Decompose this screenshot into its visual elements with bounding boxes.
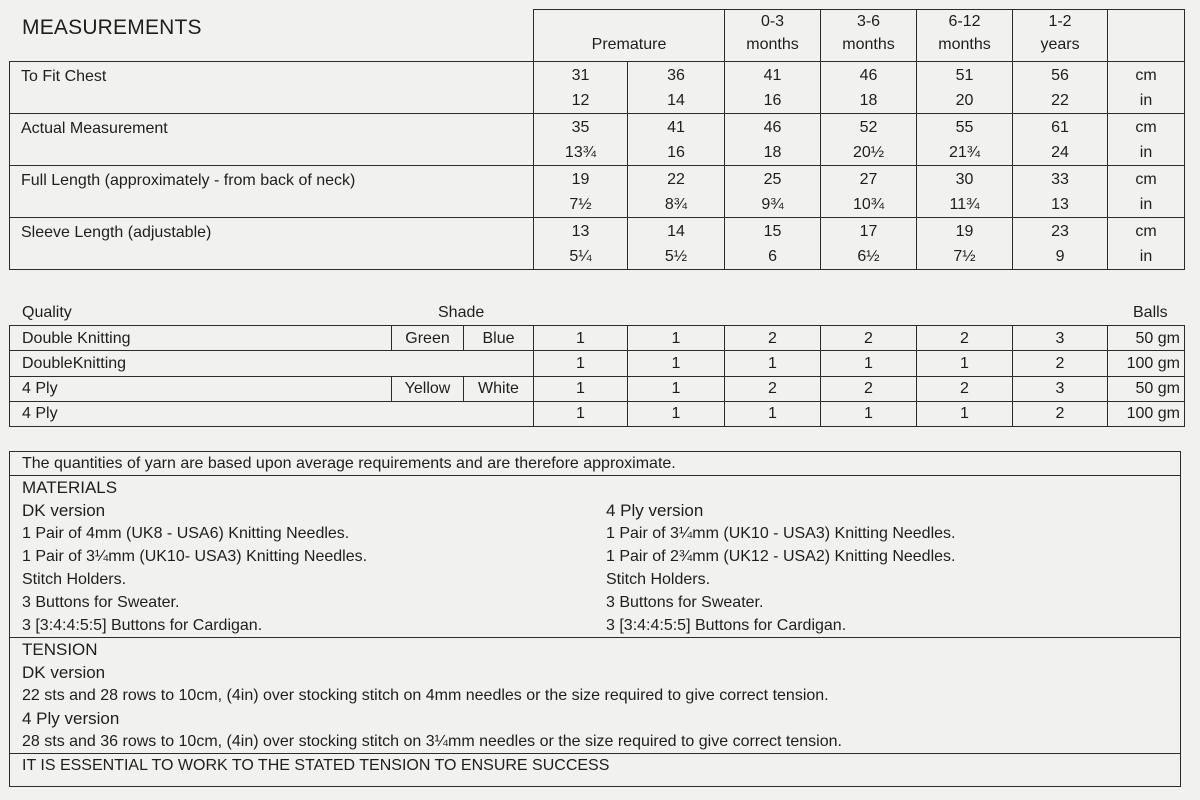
value-in: 20: [955, 92, 974, 109]
value-in: 22: [1051, 92, 1069, 109]
measurement-value: [725, 166, 821, 218]
yarn-ball-count: 1: [534, 401, 628, 426]
measurements-table: [9, 9, 1185, 270]
yarn-ball-count: 2: [917, 326, 1013, 351]
tension-section: [10, 638, 1180, 754]
value-in: 12: [571, 92, 590, 109]
yarn-ball-count: 1: [725, 351, 821, 376]
yarn-row: [10, 401, 1185, 426]
quality-label: Quality: [22, 304, 72, 321]
unit-cm: cm: [1135, 223, 1157, 240]
measurement-value: [534, 218, 628, 270]
yarn-quality: 4 Ply: [10, 401, 534, 426]
materials-dk-line: 1 Pair of 4mm (UK8 - USA6) Knitting Needles.: [22, 525, 350, 542]
value-cm: 36: [667, 67, 685, 84]
info-box: [9, 451, 1181, 787]
value-cm: 13: [571, 223, 590, 240]
measurement-value: [628, 218, 725, 270]
shade-label: Shade: [438, 304, 485, 321]
unit-in: in: [1139, 248, 1153, 265]
yarn-ball-count: 2: [821, 326, 917, 351]
yarn-ball-count: 1: [534, 376, 628, 401]
yarn-ball-count: 1: [628, 376, 725, 401]
tension-warning: IT IS ESSENTIAL TO WORK TO THE STATED TENSION TO ENSURE SUCCESS: [22, 757, 610, 774]
yarn-ball-count: 1: [917, 351, 1013, 376]
yarn-ball-count: 2: [821, 376, 917, 401]
measurement-value: [917, 62, 1013, 114]
measurement-row: [10, 62, 1185, 114]
yarn-quality: Double Knitting: [10, 326, 392, 351]
value-cm: 22: [667, 171, 685, 188]
measurement-value: [917, 218, 1013, 270]
measurement-value: [628, 166, 725, 218]
value-cm: 23: [1051, 223, 1069, 240]
measurement-label: To Fit Chest: [10, 62, 534, 114]
yarn-ball-count: 1: [725, 401, 821, 426]
materials-4ply-line: 1 Pair of 2¾mm (UK12 - USA2) Knitting Needles.: [606, 548, 956, 565]
value-in: 13: [1051, 196, 1069, 213]
value-cm: 27: [859, 171, 878, 188]
value-cm: 31: [571, 67, 590, 84]
value-in: 14: [667, 92, 685, 109]
unit-cell: [1108, 114, 1185, 166]
value-cm: 19: [571, 171, 590, 188]
value-cm: 46: [763, 119, 782, 136]
value-cm: 46: [859, 67, 878, 84]
size-header-0-3: 0-3 months: [725, 10, 821, 62]
materials-dk-line: 3 [3:4:4:5:5] Buttons for Cardigan.: [22, 617, 263, 634]
yarn-note: The quantities of yarn are based upon average requirements and are therefore approximate.: [22, 455, 676, 472]
yarn-note-section: [10, 452, 1180, 476]
yarn-weight: 100 gm: [1108, 351, 1185, 376]
materials-4ply-line: Stitch Holders.: [606, 571, 711, 588]
value-cm: 41: [667, 119, 685, 136]
unit-in: in: [1139, 196, 1153, 213]
materials-dk-line: 3 Buttons for Sweater.: [22, 594, 180, 611]
yarn-ball-count: 1: [628, 351, 725, 376]
yarn-shade: Green: [392, 326, 464, 351]
measurement-value: [725, 114, 821, 166]
balls-label: Balls: [1133, 304, 1168, 321]
value-cm: 52: [859, 119, 878, 136]
tension-dk-text: 22 sts and 28 rows to 10cm, (4in) over stocking stitch on 4mm needles or the size required to give correct tension.: [22, 687, 829, 704]
unit-cm: cm: [1135, 171, 1157, 188]
size-header-6-12: 6-12 months: [917, 10, 1013, 62]
materials-4ply-heading: 4 Ply version: [606, 501, 704, 520]
materials-dk-line: 1 Pair of 3¼mm (UK10- USA3) Knitting Needles.: [22, 548, 368, 565]
unit-header: [1108, 10, 1185, 62]
materials-4ply: [606, 476, 955, 637]
measurement-value: [821, 62, 917, 114]
measurement-value: [534, 166, 628, 218]
value-cm: 51: [955, 67, 974, 84]
title-cell: [10, 10, 534, 62]
yarn-shade: Blue: [464, 326, 534, 351]
value-cm: 35: [571, 119, 590, 136]
yarn-row: [10, 351, 1185, 376]
value-cm: 41: [763, 67, 782, 84]
value-in: 7½: [953, 248, 976, 265]
value-in: 21¾: [948, 144, 981, 161]
yarn-weight: 50 gm: [1108, 376, 1185, 401]
value-cm: 25: [763, 171, 782, 188]
yarn-weight: 50 gm: [1108, 326, 1185, 351]
materials-heading: MATERIALS: [22, 478, 118, 497]
yarn-ball-count: 3: [1013, 376, 1108, 401]
yarn-quality: 4 Ply: [10, 376, 392, 401]
yarn-weight: 100 gm: [1108, 401, 1185, 426]
yarn-ball-count: 1: [628, 401, 725, 426]
value-cm: 17: [859, 223, 878, 240]
yarn-ball-count: 3: [1013, 326, 1108, 351]
yarn-shade: Yellow: [392, 376, 464, 401]
unit-in: in: [1139, 144, 1153, 161]
yarn-row: [10, 376, 1185, 401]
value-in: 18: [763, 144, 782, 161]
yarn-ball-count: 1: [821, 401, 917, 426]
value-in: 16: [667, 144, 685, 161]
value-in: 16: [763, 92, 782, 109]
materials-dk-line: Stitch Holders.: [22, 571, 127, 588]
unit-cm: cm: [1135, 119, 1157, 136]
measurement-value: [1013, 166, 1108, 218]
materials-section: [10, 476, 1180, 638]
measurement-value: [1013, 114, 1108, 166]
value-in: 24: [1051, 144, 1069, 161]
yarn-ball-count: 1: [628, 326, 725, 351]
measurement-value: [821, 114, 917, 166]
measurement-value: [725, 218, 821, 270]
measurement-value: [821, 166, 917, 218]
value-in: 11¾: [949, 196, 980, 213]
value-in: 10¾: [852, 196, 885, 213]
yarn-ball-count: 2: [1013, 401, 1108, 426]
value-in: 7½: [569, 196, 592, 213]
value-cm: 15: [763, 223, 782, 240]
measurement-label: Actual Measurement: [10, 114, 534, 166]
yarn-ball-count: 2: [917, 376, 1013, 401]
size-header-1-2: 1-2 years: [1013, 10, 1108, 62]
page-title: MEASUREMENTS: [22, 16, 202, 39]
materials-4ply-line: 1 Pair of 3¼mm (UK10 - USA3) Knitting Needles.: [606, 525, 956, 542]
value-cm: 55: [955, 119, 974, 136]
measurement-row: [10, 218, 1185, 270]
value-in: 9¾: [761, 196, 784, 213]
tension-heading: TENSION: [22, 640, 98, 659]
measurement-value: [628, 114, 725, 166]
yarn-ball-count: 1: [821, 351, 917, 376]
value-cm: 56: [1051, 67, 1069, 84]
measurement-label: Sleeve Length (adjustable): [10, 218, 534, 270]
measurement-value: [725, 62, 821, 114]
materials-4ply-line: 3 [3:4:4:5:5] Buttons for Cardigan.: [606, 617, 847, 634]
measurement-value: [534, 114, 628, 166]
measurement-row: [10, 114, 1185, 166]
value-in: 5½: [664, 248, 688, 265]
measurement-value: [917, 166, 1013, 218]
unit-cell: [1108, 218, 1185, 270]
tension-dk-heading: DK version: [22, 663, 106, 682]
materials-dk: [22, 499, 606, 637]
unit-cell: [1108, 62, 1185, 114]
value-cm: 33: [1051, 171, 1069, 188]
yarn-ball-count: 1: [534, 326, 628, 351]
yarn-quality: DoubleKnitting: [10, 351, 534, 376]
unit-cm: cm: [1135, 67, 1157, 84]
value-cm: 19: [955, 223, 974, 240]
value-in: 20½: [852, 144, 885, 161]
yarn-row: [10, 326, 1185, 351]
measurement-label: Full Length (approximately - from back of neck): [10, 166, 534, 218]
warning-section: [10, 754, 1180, 777]
yarn-ball-count: 2: [1013, 351, 1108, 376]
measurement-value: [534, 62, 628, 114]
materials-4ply-line: 3 Buttons for Sweater.: [606, 594, 764, 611]
measurement-value: [821, 218, 917, 270]
value-in: 5¼: [569, 248, 592, 265]
value-in: 9: [1055, 248, 1065, 265]
value-in: 13¾: [564, 144, 597, 161]
measurement-value: [1013, 62, 1108, 114]
measurement-value: [628, 62, 725, 114]
value-in: 6½: [857, 248, 880, 265]
unit-cell: [1108, 166, 1185, 218]
value-cm: 61: [1051, 119, 1069, 136]
yarn-ball-count: 2: [725, 326, 821, 351]
measurement-value: [1013, 218, 1108, 270]
value-in: 6: [768, 248, 777, 265]
value-in: 8¾: [664, 196, 688, 213]
yarn-ball-count: 1: [534, 351, 628, 376]
value-in: 18: [859, 92, 878, 109]
yarn-ball-count: 2: [725, 376, 821, 401]
yarn-ball-count: 1: [917, 401, 1013, 426]
measurement-row: [10, 166, 1185, 218]
materials-dk-heading: DK version: [22, 501, 106, 520]
size-header-3-6: 3-6 months: [821, 10, 917, 62]
yarn-table: [9, 325, 1185, 427]
value-cm: 30: [955, 171, 974, 188]
unit-in: in: [1139, 92, 1153, 109]
value-cm: 14: [667, 223, 685, 240]
size-header-premature: Premature: [534, 10, 725, 62]
tension-4ply-heading: 4 Ply version: [22, 709, 120, 728]
yarn-shade: White: [464, 376, 534, 401]
measurement-value: [917, 114, 1013, 166]
tension-4ply-text: 28 sts and 36 rows to 10cm, (4in) over stocking stitch on 3¼mm needles or the size required to give correct tension.: [22, 733, 842, 750]
